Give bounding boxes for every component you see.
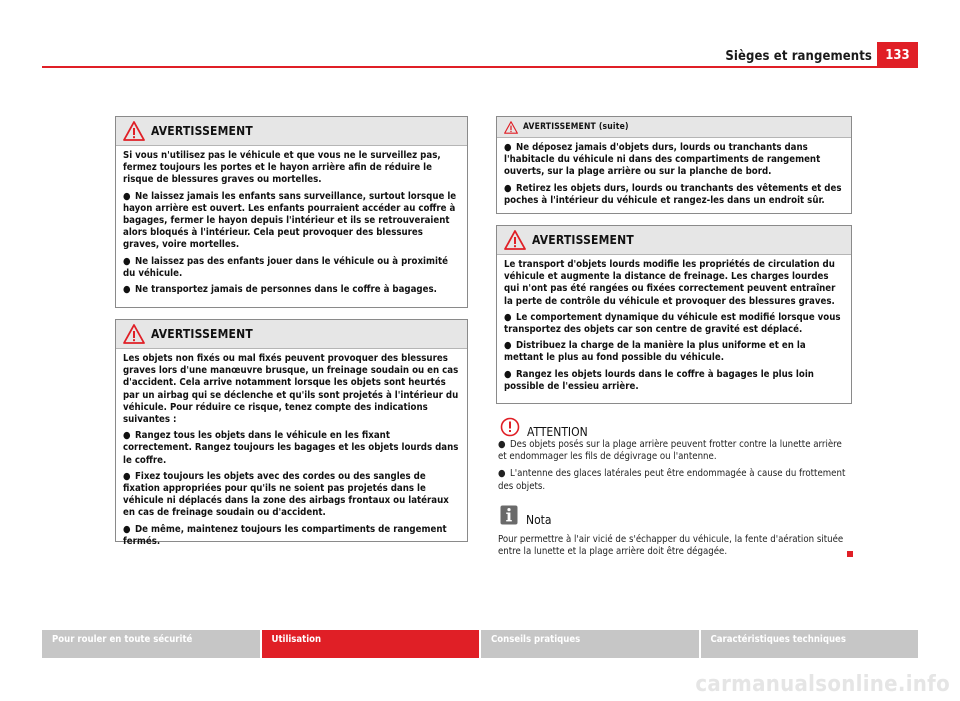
warning-bullet: ● Rangez tous les objets dans le véhicule en les fixant correctement. Rangez toujours les bagages et les objets lourds dans le coffre. — [123, 430, 459, 466]
attention-heading — [500, 415, 588, 439]
warning-bullet: ● Rangez les objets lourds dans le coffre à bagages le plus loin possible de l'essieu arrière. — [504, 368, 814, 392]
warning-box-continued — [496, 116, 852, 214]
bullet-icon: ● — [123, 470, 131, 482]
attention-title: ATTENTION — [527, 425, 588, 439]
bullet-icon: ● — [123, 190, 131, 202]
warning-triangle-icon — [504, 230, 526, 250]
info-note-icon — [500, 505, 518, 525]
bullet-icon: ● — [504, 311, 512, 323]
warning-bullet: ● Le comportement dynamique du véhicule est modifié lorsque vous transportez des objets car son centre de gravité est déplacé. — [504, 311, 841, 336]
attention-icon — [500, 417, 520, 437]
warning-body — [116, 349, 467, 557]
warning-body — [497, 138, 851, 216]
warning-title: AVERTISSEMENT — [151, 327, 253, 341]
warning-title: AVERTISSEMENT — [532, 233, 634, 247]
bullet-icon: ● — [123, 430, 131, 442]
bullet-icon: ● — [504, 340, 512, 352]
page-title: Sièges et rangements — [725, 49, 872, 64]
footer-tab-caracteristiques[interactable]: Caractéristiques techniques — [701, 630, 919, 658]
warning-box-heavy-loads — [496, 225, 852, 404]
footer-tab-securite[interactable]: Pour rouler en toute sécurité — [42, 630, 260, 658]
warning-bullet: ● Distribuez la charge de la manière la plus uniforme et en la mettant le plus au fond possible du véhicule. — [504, 340, 806, 364]
nota-body — [498, 534, 852, 563]
bullet-icon: ● — [123, 284, 131, 296]
warning-paragraph: Si vous n'utilisez pas le véhicule et que vous ne le surveillez pas, fermez toujours les portes et le hayon arrière afin de réduire le risque de blessures graves ou mortelles. — [123, 150, 441, 186]
warning-paragraph: Le transport d'objets lourds modifie les propriétés de circulation du véhicule et augmente la distance de freinage. Les charges lourdes qui n'ont pas été rangées ou fixées correctement peuvent entraîner la perte de contrôle du véhicule et provoquer des blessures graves. — [504, 259, 836, 307]
warning-title: AVERTISSEMENT (suite) — [523, 122, 629, 132]
warning-triangle-icon — [123, 121, 145, 141]
bullet-icon: ● — [504, 182, 512, 194]
warning-bullet: ● Ne déposez jamais d'objets durs, lourds ou tranchants dans l'habitacle du véhicule ni dans des compartiments de rangement ouverts, sur la plage arrière ou sur la planche de bord. — [504, 142, 821, 178]
bullet-icon: ● — [504, 142, 512, 153]
attention-bullet: ● Des objets posés sur la plage arrière peuvent frotter contre la lunette arrière et endommager les fils de dégivrage ou l'antenne. — [498, 439, 842, 463]
warning-title: AVERTISSEMENT — [151, 124, 253, 138]
bullet-icon: ● — [498, 439, 506, 450]
footer-nav — [42, 630, 918, 658]
nota-text: Pour permettre à l'air vicié de s'échapper du véhicule, la fente d'aération située entre la lunette et la plage arrière doit être dégagée. — [498, 534, 844, 558]
warning-body — [116, 146, 467, 305]
section-end-marker — [847, 551, 853, 557]
watermark: carmanualsonline.info — [695, 672, 950, 697]
warning-bullet: ● De même, maintenez toujours les compartiments de rangement fermés. — [123, 523, 447, 547]
warning-body — [497, 255, 851, 402]
footer-tab-utilisation[interactable]: Utilisation — [262, 630, 480, 658]
warning-triangle-icon — [504, 121, 518, 134]
warning-header — [116, 117, 467, 146]
bullet-icon: ● — [123, 255, 131, 267]
warning-box-children — [115, 116, 468, 308]
warning-bullet: ● Ne transportez jamais de personnes dans le coffre à bagages. — [123, 284, 437, 296]
bullet-icon: ● — [123, 523, 131, 535]
warning-header — [497, 226, 851, 255]
warning-header — [497, 117, 851, 138]
warning-header — [116, 320, 467, 349]
warning-triangle-icon — [123, 324, 145, 344]
warning-box-objects — [115, 319, 468, 547]
footer-tab-conseils[interactable]: Conseils pratiques — [481, 630, 699, 658]
warning-paragraph: Les objets non fixés ou mal fixés peuvent provoquer des blessures graves lors d'une manœuvre brusque, un freinage soudain ou en cas d'accident. Cela arrive notamment lorsque les objets sont heurtés par un airbag qui se déclenche et qu'ils sont projetés à l'intérieur du véhicule. Pour réduire ce risque, tenez compte des indications suivantes : — [123, 353, 459, 426]
warning-bullet: ● Fixez toujours les objets avec des cordes ou des sangles de fixation appropriées pour qu'ils ne soient pas projetés dans le véhicule ni déplacés dans la zone des airbags frontaux ou latéraux en cas de freinage soudain ou d'accident. — [123, 470, 449, 519]
nota-title: Nota — [526, 513, 552, 527]
page-number: 133 — [877, 42, 918, 68]
bullet-icon: ● — [498, 468, 506, 480]
nota-heading — [500, 503, 552, 527]
header-rule — [42, 66, 918, 68]
attention-body — [498, 439, 852, 498]
attention-bullet: ● L'antenne des glaces latérales peut être endommagée à cause du frottement des objets. — [498, 468, 846, 492]
warning-bullet: ● Ne laissez pas des enfants jouer dans le véhicule ou à proximité du véhicule. — [123, 255, 448, 279]
warning-bullet: ● Ne laissez jamais les enfants sans surveillance, surtout lorsque le hayon arrière est ouvert. Les enfants pourraient accéder au coffre à bagages, fermer le hayon depuis l'intérieur et ils se retrouveraient alors bloqués à l'intérieur. Cela peut provoquer des blessures graves, voire mortelles. — [123, 190, 457, 251]
warning-bullet: ● Retirez les objets durs, lourds ou tranchants des vêtements et des poches à l'intérieur du véhicule et rangez-les dans un endroit sûr. — [504, 182, 842, 206]
bullet-icon: ● — [504, 368, 512, 380]
